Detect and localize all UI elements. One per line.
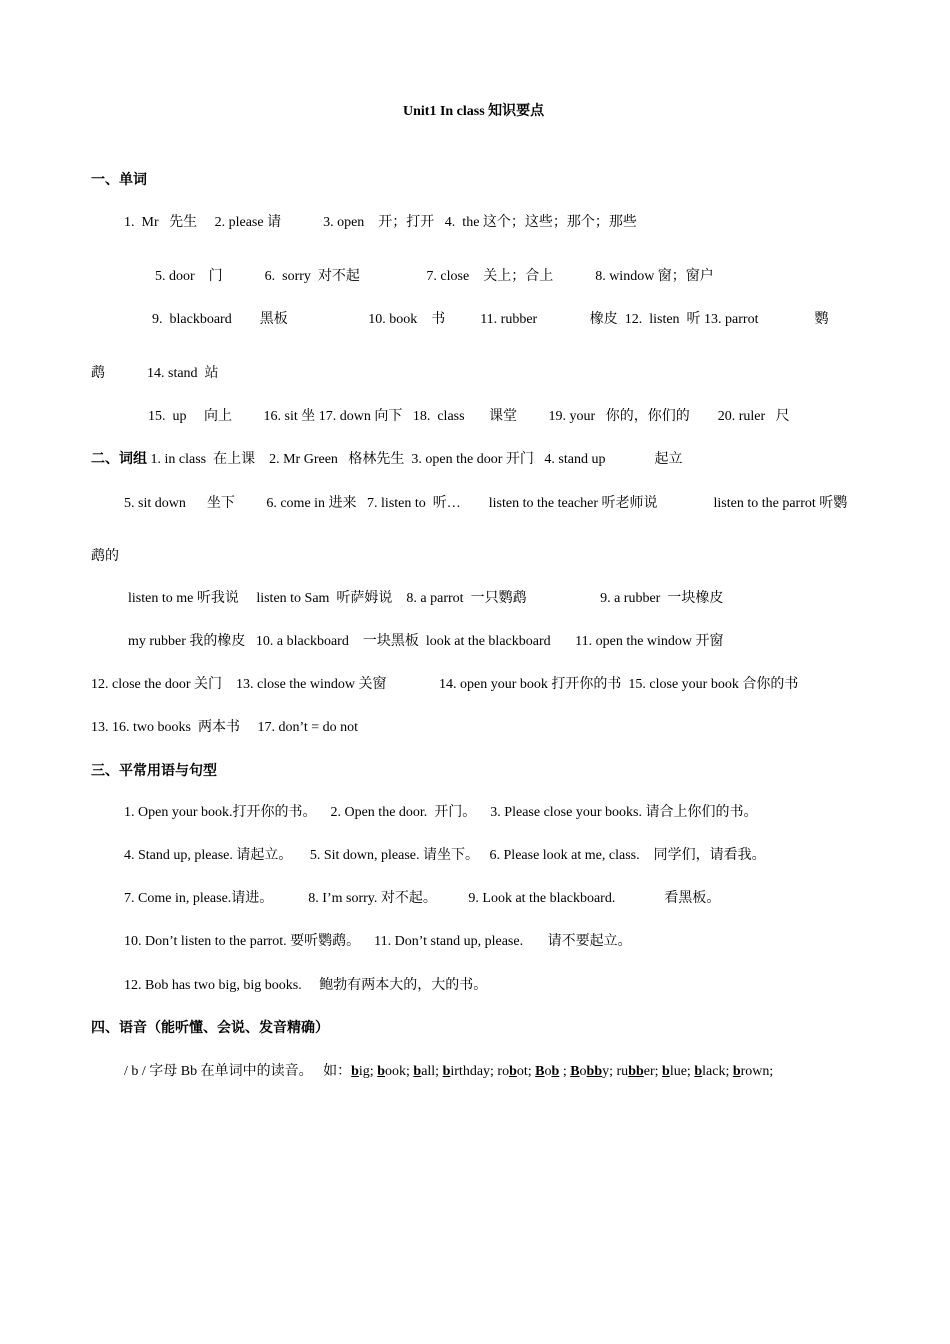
phonics-letter: b [551,1064,560,1079]
phrases-line-3: 鹉的 [91,549,119,564]
phonics-letter: B [535,1064,545,1079]
phonics-word-rest: ot; [516,1064,536,1079]
phonics-word-rest: ig; [358,1064,378,1079]
phonics-word-rest: irthday; ro [450,1064,510,1079]
phonics-word-rest: lack; [702,1064,733,1079]
phonics-word-rest: er; [643,1064,663,1079]
phonics-word-list [351,1064,773,1079]
section-heading-phrases: 二、词组 [91,452,147,467]
words-line-2: 5. door 门 6. sorry 对不起 7. close 关上；合上 8. window 窗；窗户 [155,269,714,284]
words-line-5: 15. up 向上 16. sit 坐 17. down 向下 18. class 课堂 19. your 你的，你们的 20. ruler 尺 [148,409,790,424]
phonics-word-rest: ; [559,1064,571,1079]
words-line-3: 9. blackboard 黑板 10. book 书 11. rubber 橡皮 12. listen 听 13. parrot 鹦 [152,312,829,327]
sentences-line-2: 4. Stand up, please. 请起立。 5. Sit down, please. 请坐下。 6. Please look at me, class. 同学们，请看我。 [124,848,766,863]
sentences-line-4: 10. Don’t listen to the parrot. 要听鹦鹉。 11. Don’t stand up, please. 请不要起立。 [124,934,632,949]
phonics-letter: b [377,1064,385,1079]
phrases-line-5: my rubber 我的橡皮 10. a blackboard 一块黑板 look at the blackboard 11. open the window 开窗 [128,634,724,649]
phonics-word-rest: ook; [385,1064,414,1079]
phonics-word-rest: rown; [740,1064,774,1079]
sentences-line-1: 1. Open your book.打开你的书。 2. Open the door. 开门。 3. Please close your books. 请合上你们的书。 [124,805,758,820]
phonics-word-rest: lue; [669,1064,695,1079]
phonics-letter: b [509,1064,517,1079]
phonics-letter: b [694,1064,703,1079]
phonics-intro: / b / 字母 Bb 在单词中的读音。 如： [124,1064,352,1079]
section-heading-phonics: 四、语音（能听懂、会说、发音精确） [91,1021,329,1036]
phonics-letter: B [570,1064,580,1079]
phonics-line [124,1063,773,1081]
phonics-letter: b [442,1064,451,1079]
phonics-letter: bb [586,1064,603,1079]
words-line-1: 1. Mr 先生 2. please 请 3. open 开；打开 4. the 这个；这些；那个；那些 [124,215,637,230]
sentences-line-5: 12. Bob has two big, big books. 鲍勃有两本大的，大的书。 [124,978,488,993]
phrases-line-1 [91,451,682,469]
phrases-line-4: listen to me 听我说 listen to Sam 听萨姆说 8. a parrot 一只鹦鹉 9. a rubber 一块橡皮 [128,591,724,606]
phrases-line-7: 13. 16. two books 两本书 17. don’t = do not [91,720,359,735]
words-line-4: 鹉 14. stand 站 [91,366,219,381]
phonics-letter: bb [628,1064,644,1079]
phrases-line-6: 12. close the door 关门 13. close the window 关窗 14. open your book 打开你的书 15. close your book 合你的书 [91,677,799,692]
section-heading-sentences: 三、平常用语与句型 [91,764,217,779]
phrases-line-1-text: 1. in class 在上课 2. Mr Green 格林先生 3. open the door 开门 4. stand up 起立 [147,452,683,467]
phonics-letter: b [351,1064,359,1079]
section-heading-words: 一、单词 [91,173,147,188]
phonics-word-rest: y; ru [602,1064,629,1079]
phonics-letter: b [413,1064,422,1079]
phrases-line-2: 5. sit down 坐下 6. come in 进来 7. listen to 听… listen to the teacher 听老师说 listen to the parrot 听鹦 [124,496,848,511]
sentences-line-3: 7. Come in, please.请进。 8. I’m sorry. 对不起。 9. Look at the blackboard. 看黑板。 [124,891,721,906]
phonics-letter: b [662,1064,670,1079]
phonics-word-rest: o [579,1064,587,1079]
phonics-letter: b [732,1064,741,1079]
phonics-word-rest: o [544,1064,552,1079]
page-title: Unit1 In class 知识要点 [403,104,545,119]
phonics-word-rest: all; [421,1064,443,1079]
